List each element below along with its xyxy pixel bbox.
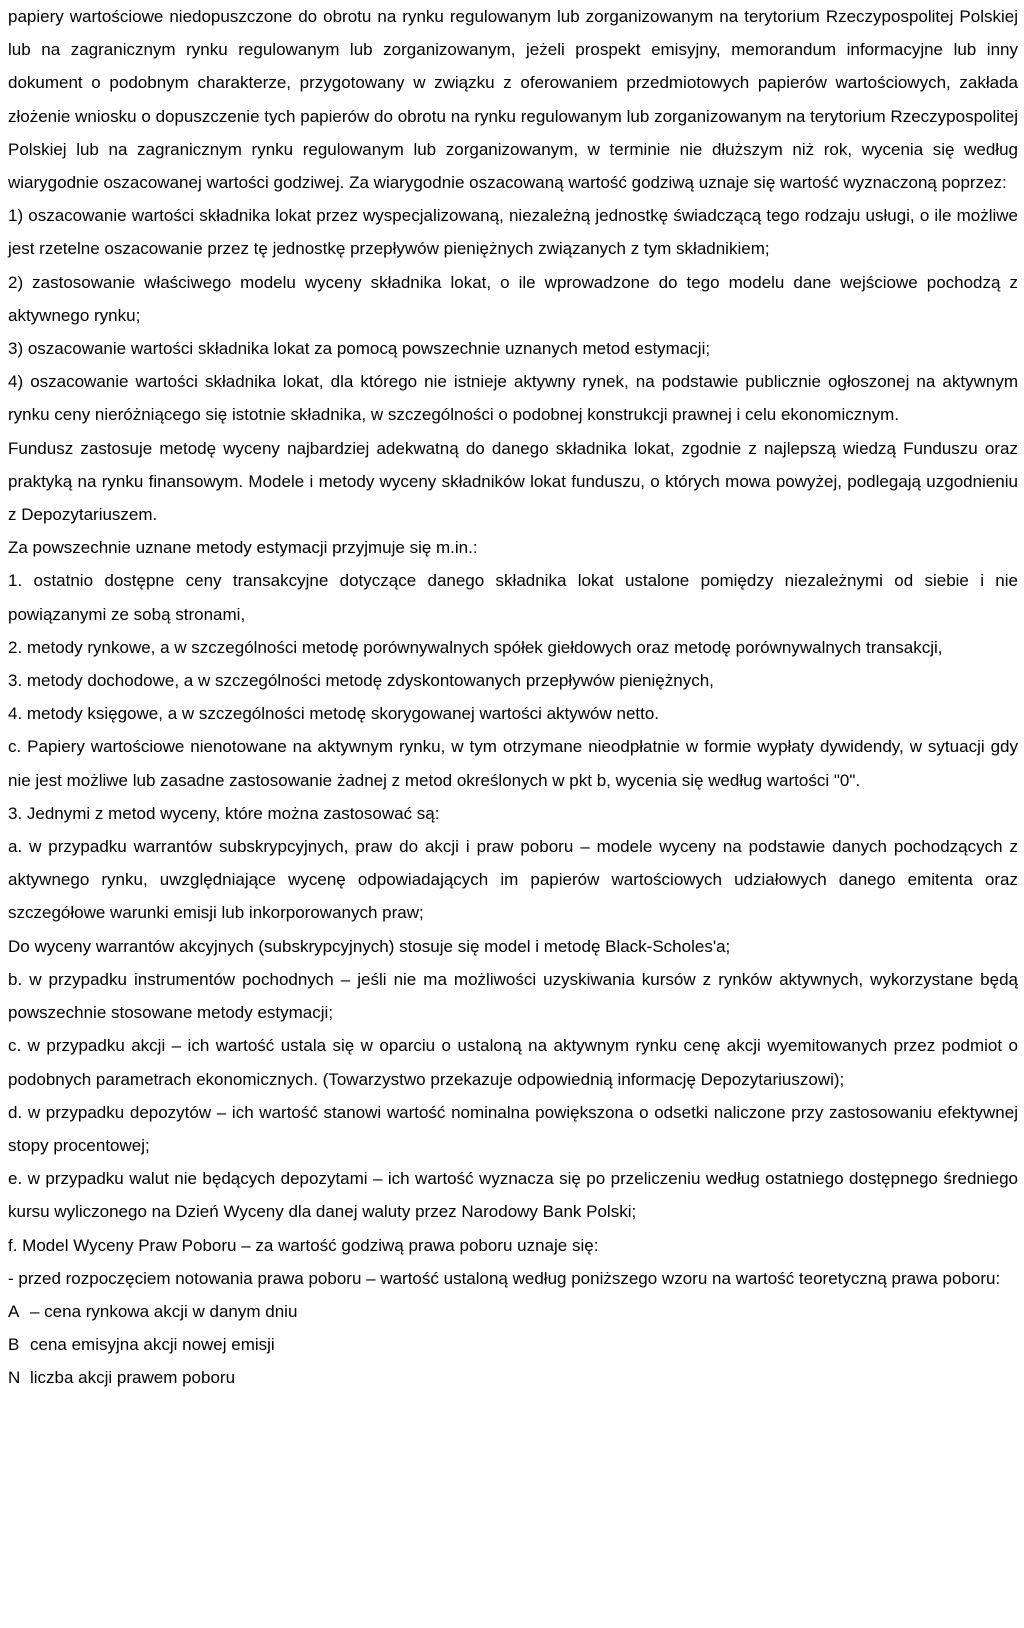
formula-variable-a [8, 1295, 1018, 1328]
formula-variable-n [8, 1361, 1018, 1394]
fair-value-item-2: 2) zastosowanie właściwego modelu wyceny składnika lokat, o ile wprowadzone do tego modelu dane wejściowe pochodzą z aktywnego rynku; [8, 272, 1018, 325]
variable-description: – cena rynkowa akcji w danym dniu [30, 1301, 298, 1321]
warrants-paragraph: Do wyceny warrantów akcyjnych (subskrypcyjnych) stosuje się model i metodę Black-Scholes'a; [8, 936, 731, 956]
point-c-paragraph: c. Papiery wartościowe nienotowane na aktywnym rynku, w tym otrzymane nieodpłatnie w formie wypłaty dywidendy, w sytuacji gdy nie jest możliwe lub zasadne zastosowanie żadnej z metod określonych w pkt b, wycenia się według wartości "0". [8, 737, 1018, 790]
valuation-item-a: a. w przypadku warrantów subskrypcyjnych, praw do akcji i praw poboru – modele wyceny na podstawie danych pochodzących z aktywnego rynku, uwzględniające wycenę odpowiadających im papierów wartościowych udziałowych danego emitenta oraz szczegółowe warunki emisji lub inkorporowanych praw; [8, 837, 1018, 923]
fair-value-item-4: 4) oszacowanie wartości składnika lokat, dla którego nie istnieje aktywny rynek, na podstawie publicznie ogłoszonej na aktywnym rynku ceny nieróżniącego się istotnie składnika, w szczególności o podobnej konstrukcji prawnej i celu ekonomicznym. [8, 372, 1018, 425]
variable-description: cena emisyjna akcji nowej emisji [30, 1335, 275, 1355]
variable-letter: A [8, 1301, 20, 1321]
fund-method-paragraph: Fundusz zastosuje metodę wyceny najbardziej adekwatną do danego składnika lokat, zgodnie z najlepszą wiedzą Funduszu oraz praktyką na rynku finansowym. Modele i metody wyceny składników lokat funduszu, o których mowa powyżej, podlegają uzgodnieniu z Depozytariuszem. [8, 438, 1018, 525]
variable-description: liczba akcji prawem poboru [30, 1368, 236, 1388]
estimation-item-2: 2. metody rynkowe, a w szczególności metodę porównywalnych spółek giełdowych oraz metodę porównywalnych transakcji, [8, 637, 943, 657]
valuation-item-b: b. w przypadku instrumentów pochodnych – jeśli nie ma możliwości uzyskiwania kursów z rynków aktywnych, wykorzystane będą powszechnie stosowane metody estymacji; [8, 969, 1018, 1023]
intro-paragraph: papiery wartościowe niedopuszczone do obrotu na rynku regulowanym lub zorganizowanym na terytorium Rzeczypospolitej Polskiej lub na zagranicznym rynku regulowanym lub zorganizowanym, jeżeli prospekt emisyjny, memorandum informacyjne lub inny dokument o podobnym charakterze, przygotowany w związku z oferowaniem przedmiotowych papierów wartościowych, zakłada złożenie wniosku o dopuszczenie tych papierów do obrotu na rynku regulowanym lub zorganizowanym na terytorium Rzeczypospolitej Polskiej lub na zagranicznym rynku regulowanym lub zorganizowanym, w terminie nie dłuższym niż rok, wycenia się według wiarygodnie oszacowanej wartości godziwej. Za wiarygodnie oszacowaną wartość godziwą uznaje się wartość wyznaczoną poprzez: [8, 7, 1018, 193]
estimation-item-4: 4. metody księgowe, a w szczególności metodę skorygowanej wartości aktywów netto. [8, 704, 660, 724]
variable-letter: B [8, 1335, 20, 1355]
fair-value-item-3: 3) oszacowanie wartości składnika lokat za pomocą powszechnie uznanych metod estymacji; [8, 339, 711, 359]
valuation-item-e: e. w przypadku walut nie będących depozytami – ich wartość wyznacza się po przeliczeniu według ostatniego dostępnego średniego kursu wyliczonego na Dzień Wyceny dla danej waluty przez Narodowy Bank Polski; [8, 1169, 1018, 1222]
variable-letter: N [8, 1368, 21, 1388]
formula-variable-b [8, 1328, 1018, 1361]
estimation-item-3: 3. metody dochodowe, a w szczególności metodę zdyskontowanych przepływów pieniężnych, [8, 671, 714, 691]
fair-value-item-1: 1) oszacowanie wartości składnika lokat przez wyspecjalizowaną, niezależną jednostkę świadczącą tego rodzaju usługi, o ile możliwe jest rzetelne oszacowanie przez tę jednostkę przepływów pieniężnych związanych z tym składnikiem; [8, 206, 1018, 259]
valuation-item-d: d. w przypadku depozytów – ich wartość stanowi wartość nominalna powiększona o odsetki naliczone przy zastosowaniu efektywnej stopy procentowej; [8, 1102, 1018, 1155]
estimation-intro: Za powszechnie uznane metody estymacji przyjmuje się m.in.: [8, 538, 478, 558]
point-3-heading: 3. Jednymi z metod wyceny, które można zastosować są: [8, 803, 440, 823]
valuation-item-c: c. w przypadku akcji – ich wartość ustala się w oparciu o ustaloną na aktywnym rynku cenę akcji wyemitowanych przez podmiot o podobnych parametrach ekonomicznych. (Towarzystwo przekazuje odpowiednią informację Depozytariuszowi); [8, 1036, 1018, 1089]
estimation-item-1: 1. ostatnio dostępne ceny transakcyjne dotyczące danego składnika lokat ustalone pomiędzy niezależnymi od siebie i nie powiązanymi ze sobą stronami, [8, 571, 1018, 624]
rights-before-paragraph: - przed rozpoczęciem notowania prawa poboru – wartość ustaloną według poniższego wzoru na wartość teoretyczną prawa poboru: [8, 1268, 1001, 1288]
valuation-item-f: f. Model Wyceny Praw Poboru – za wartość godziwą prawa poboru uznaje się: [8, 1235, 599, 1255]
document-body [8, 0, 1018, 1395]
